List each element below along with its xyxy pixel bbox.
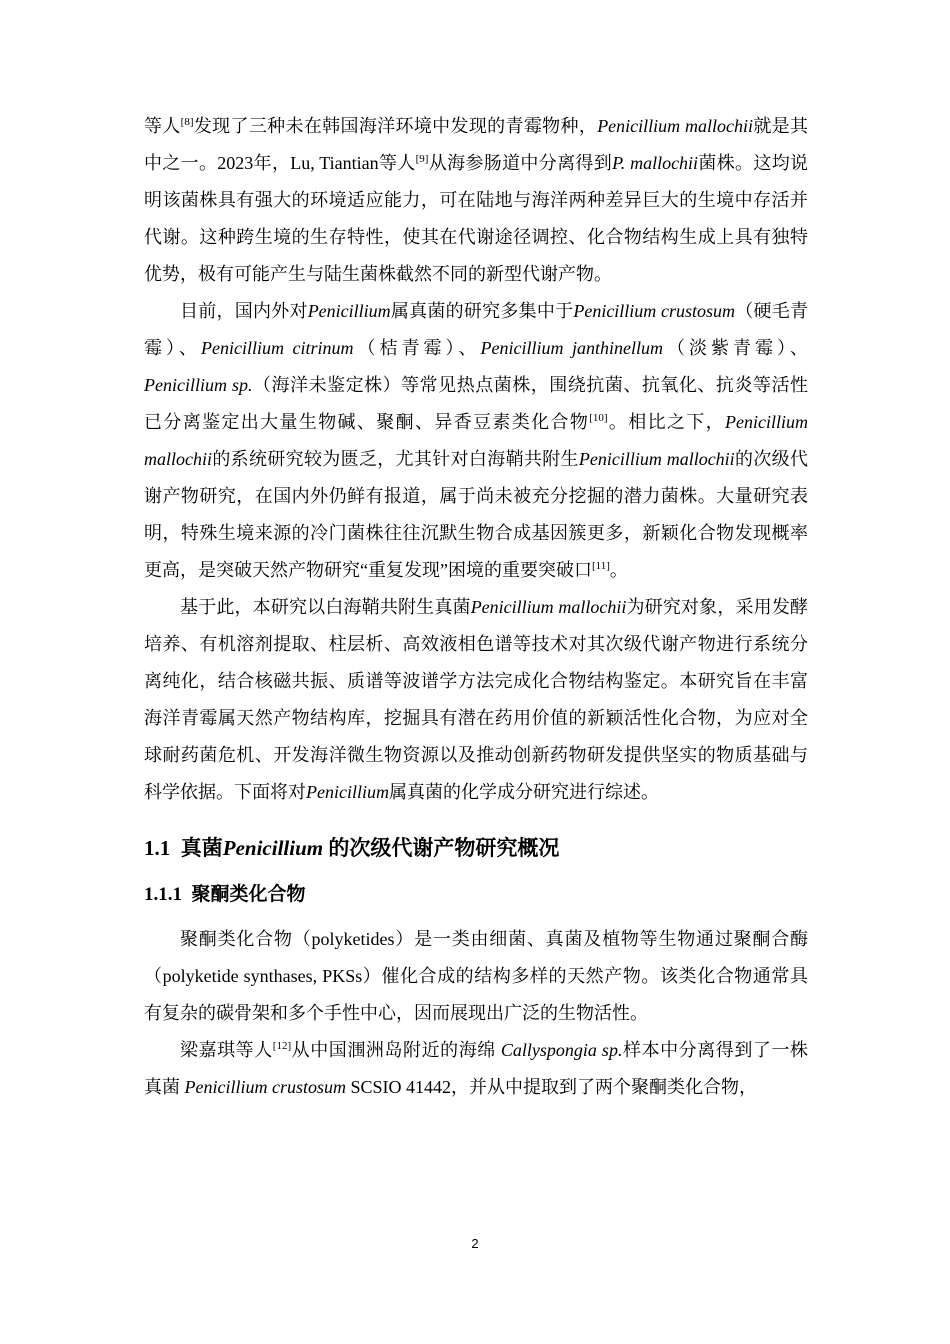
paragraph-3 [144, 589, 808, 811]
text: 聚酮类化合物（polyketides）是一类由细菌、真菌及植物等生物通过聚酮合酶（polyketide synthases, PKSs）催化合成的结构多样的天然产物。该类化合物通常具有复杂的碳骨架和多个手性中心，因而展现出广泛的生物活性。 [144, 929, 808, 1023]
text: 属真菌的化学成分研究进行综述。 [388, 782, 659, 802]
text: （海洋未鉴定株）等常见热点菌株，围绕抗菌、抗氧化、抗炎等活性已分离鉴定出大量生物碱、聚酮、异香豆素类化合物 [144, 375, 808, 432]
text: 。 [609, 560, 628, 580]
citation: [11] [591, 560, 610, 572]
species-name: P. mallochii [612, 153, 699, 173]
citation: [9] [415, 153, 429, 165]
text: 基于此，本研究以白海鞘共附生真菌 [180, 597, 471, 617]
species-name: Penicillium mallochii [578, 449, 735, 469]
species-name: Callyspongia sp. [500, 1040, 623, 1060]
text: 菌株。这均说明该菌株具有强大的环境适应能力，可在陆地与海洋两种差异巨大的生境中存活并代谢。这种跨生境的生存特性，使其在代谢途径调控、化合物结构生成上具有独特优势，极有可能产生与陆生菌株截然不同的新型代谢产物。 [144, 153, 809, 284]
heading-text: 聚酮类化合物 [191, 884, 306, 905]
text: 从海参肠道中分离得到 [428, 153, 613, 173]
paragraph-1 [144, 108, 808, 293]
section-heading [144, 833, 808, 863]
page-number: 2 [471, 1236, 479, 1251]
species-name: Penicillium janthinellum [480, 338, 663, 358]
heading-text: 真菌 [180, 836, 223, 860]
text: 。相比之下， [607, 412, 726, 432]
text: 属真菌的研究多集中于 [390, 301, 574, 321]
text: 的次级代谢产物研究，在国内外仍鲜有报道，属于尚未被充分挖掘的潜力菌株。大量研究表明，特殊生境来源的冷门菌株往往沉默生物合成基因簇更多，新颖化合物发现概率更高，是突破天然产物研究“重复发现”困境的重要突破口 [144, 449, 809, 580]
species-name: Penicillium crustosum [573, 301, 736, 321]
species-name: Penicillium mallochii [597, 116, 753, 136]
text: 发现了三种未在韩国海洋环境中发现的青霉物种， [193, 116, 598, 136]
species-name: Penicillium [307, 301, 391, 321]
text: 梁嘉琪等人 [180, 1040, 273, 1060]
text: 的系统研究较为匮乏，尤其针对白海鞘共附生 [212, 449, 579, 469]
text: SCSIO 41442，并从中提取到了两个聚酮类化合物， [345, 1077, 758, 1097]
paragraph-4 [144, 921, 808, 1032]
text: （桔青霉）、 [353, 338, 481, 358]
citation: [8] [180, 116, 194, 128]
text: （淡紫青霉）、 [663, 338, 809, 358]
species-name: Penicillium crustosum [184, 1077, 346, 1097]
paragraph-5 [144, 1032, 808, 1106]
text: 为研究对象，采用发酵培养、有机溶剂提取、柱层析、高效液相色谱等技术对其次级代谢产物进行系统分离纯化，结合核磁共振、质谱等波谱学方法完成化合物结构鉴定。本研究旨在丰富海洋青霉属天然产物结构库，挖掘具有潜在药用价值的新颖活性化合物，为应对全球耐药菌危机、开发海洋微生物资源以及推动创新药物研发提供坚实的物质基础与科学依据。下面将对 [144, 597, 808, 802]
citation: [12] [272, 1040, 292, 1052]
citation: [10] [589, 412, 608, 424]
text: 从中国涠洲岛附近的海绵 [291, 1040, 501, 1060]
species-name: Penicillium sp. [144, 375, 253, 395]
text: 样本中分离得到了一株真菌 [144, 1040, 809, 1097]
body-text [144, 108, 808, 1106]
species-name: Penicillium [306, 782, 389, 802]
heading-genus: Penicillium [222, 836, 324, 860]
text: 目前，国内外对 [180, 301, 308, 321]
subsection-heading [144, 881, 808, 909]
section-number: 1.1 [144, 836, 171, 860]
paragraph-2 [144, 293, 808, 589]
species-name: Penicillium citrinum [201, 338, 354, 358]
species-name: Penicillium mallochii [470, 597, 627, 617]
text: 就是其中之一。2023年，Lu, Tiantian等人 [144, 116, 809, 173]
subsection-number: 1.1.1 [144, 884, 182, 905]
heading-text: 的次级代谢产物研究概况 [323, 836, 560, 860]
species-name: Penicillium mallochii [144, 412, 809, 469]
text: （硬毛青霉）、 [144, 301, 809, 358]
text: 等人 [144, 116, 181, 136]
